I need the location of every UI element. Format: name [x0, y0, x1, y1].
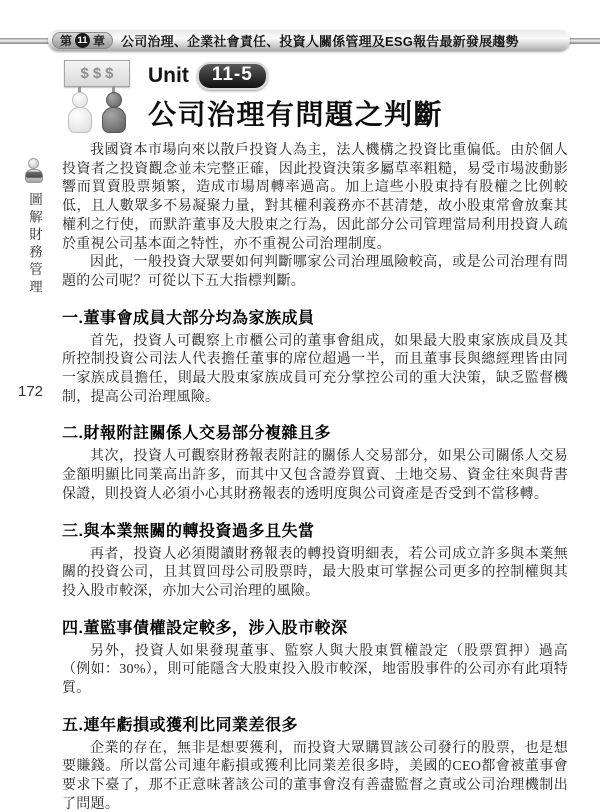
- chapter-prefix: 第: [60, 34, 73, 48]
- dark-figure-icon: [100, 92, 128, 134]
- section-body: 再者，投資人必須閱讀財務報表的轉投資明細表，若公司成立許多與本業無關的投資公司，且其買回母公司股票時，最大股東可掌握公司更多的控制權與其投入股市較深，亦加大公司治理的風險。: [62, 546, 568, 599]
- open-book-icon: [26, 172, 43, 178]
- intro-paragraph-1: 我國資本市場向來以散戶投資人為主，法人機構之投資比重偏低。由於個人投資者之投資觀念並未完整正確，因此投資決策多屬草率粗糙，易受市場波動影響而買賣股票頻繁，造成市場周轉率過高。加上這些小股東持有股權之比例較低，且人數眾多不易凝聚力量，對其權利義務亦不甚清楚，故小股東常會放棄其權利之行使，而默許董事及大股東之行為，因此部分公司管理當局利用投資人疏於重視公司基本面之特性，亦不重視公司治理制度。: [62, 143, 568, 252]
- book-title-vertical: 圖解財務管理: [27, 192, 42, 297]
- page-sidebar: [0, 0, 56, 812]
- section-unrelated-investments: [62, 518, 568, 602]
- unit-label: Unit: [148, 64, 189, 87]
- unit-number-badge: 11-5: [197, 62, 268, 90]
- section-heading: 三.與本業無關的轉投資過多且失當: [62, 522, 315, 540]
- unit-title: 公司治理有問題之判斷: [148, 99, 444, 130]
- section-heading: 四.董監事債權設定較多，涉入股市較深: [62, 619, 348, 637]
- section-body: 另外，投資人如果發現董事、監察人與大股東質權設定（股票質押）過高（例如：30%），則可能隱含大股東投入股市較深，地雷股事件的公司亦有此項特質。: [62, 643, 568, 697]
- money-figures-icon: [62, 58, 134, 134]
- section-pledged-shares: [62, 615, 568, 699]
- section-related-party-transactions: [62, 420, 568, 504]
- dollar-sign-placard: $$$: [64, 60, 130, 87]
- unit-title-block: [148, 58, 443, 133]
- section-heading: 五.連年虧損或獲利比同業差很多: [62, 716, 298, 734]
- unit-header: [62, 58, 568, 136]
- section-heading: 二.財報附註關係人交易部分複雜且多: [62, 425, 331, 443]
- chapter-badge: [52, 32, 113, 49]
- section-consecutive-losses: [62, 712, 568, 812]
- page-number: 172: [18, 383, 44, 400]
- chapter-number: 11: [75, 33, 90, 48]
- chapter-suffix: 章: [93, 34, 106, 48]
- intro-paragraph-2: 因此，一般投資大眾要如何判斷哪家公司治理風險較高，或是公司治理有問題的公司呢？可從以下五大指標判斷。: [62, 255, 568, 289]
- section-body: 其次，投資人可觀察財務報表附註的關係人交易部分，如果公司關係人交易金額明顯比同業高出許多，而其中又包含證券買賣、土地交易、資金往來與背書保證，則投資人必須小心其財務報表的透明度與公司資產是否受到不當移轉。: [62, 449, 568, 502]
- light-figure-icon: [66, 92, 94, 134]
- figure-head: [28, 158, 39, 169]
- section-family-board: [62, 305, 568, 408]
- chapter-header: [48, 30, 570, 51]
- page-content: [62, 58, 568, 812]
- section-body: 首先，投資人可觀察上市櫃公司的董事會組成，如果最大股東家族成員及其所控制投資公司法人代表擔任董事的席位超過一半，而且董事長與總經理皆由同一家族成員擔任，則最大股東家族成員可充分掌控公司的重大決策，缺乏監督機制，提高公司治理風險。: [62, 333, 568, 405]
- chapter-title: 公司治理、企業社會責任、投資人關係管理及ESG報告最新發展趨勢: [121, 34, 519, 49]
- reader-figure-icon: [22, 158, 46, 188]
- section-heading: 一.董事會成員大部分均為家族成員: [62, 309, 315, 327]
- section-body: 企業的存在，無非是想要獲利，而投資大眾購買該公司發行的股票，也是想要賺錢。所以當公司連年虧損或獲利比同業差很多時，美國的CEO都會被董事會要求下臺了，那不正意味著該公司的董事會沒有善盡監督之責或公司治理機制出了問題。: [62, 740, 568, 812]
